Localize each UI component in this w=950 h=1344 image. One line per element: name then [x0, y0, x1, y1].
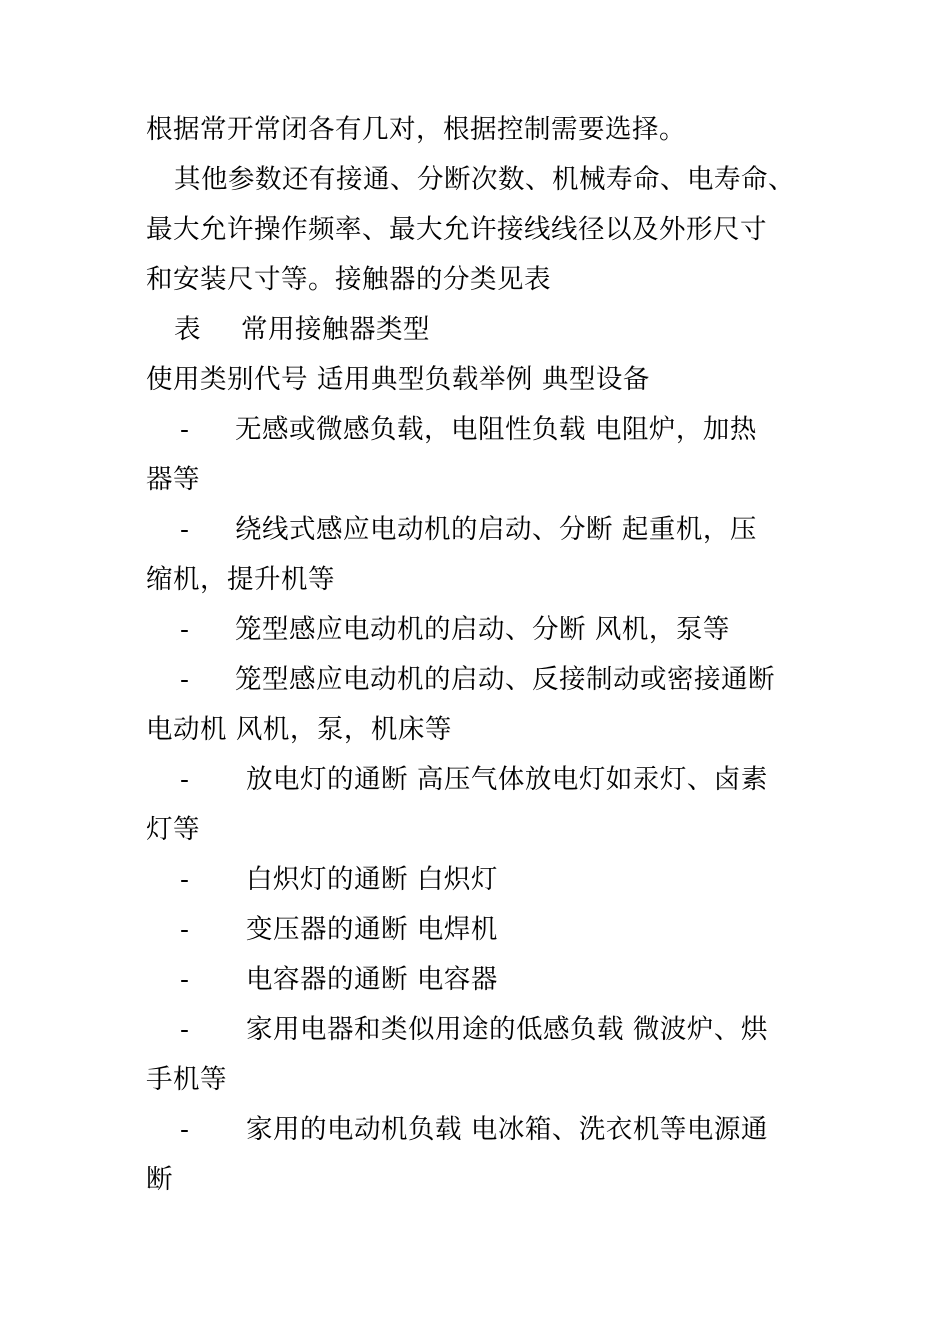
table-row: [146, 655, 811, 705]
table-header-row: 使用类别代号 适用典型负载举例 典型设备: [146, 364, 650, 395]
row-text: 无感或微感负载，电阻性负载 电阻炉，加热: [235, 414, 757, 445]
row-continuation: 断: [146, 1164, 173, 1195]
table-row: [146, 1005, 811, 1055]
row-text: 变压器的通断 电焊机: [246, 914, 498, 945]
document-body: [146, 105, 811, 1205]
row-continuation: 灯等: [146, 814, 200, 845]
table-row: [146, 1105, 811, 1155]
row-continuation: 手机等: [146, 1064, 227, 1095]
category-code: -: [180, 614, 190, 645]
category-code: -: [180, 864, 190, 895]
table-title: [146, 305, 811, 355]
category-code: -: [180, 664, 190, 695]
category-code: -: [180, 1014, 190, 1045]
row-text: 电容器的通断 电容器: [246, 964, 498, 995]
category-code: -: [180, 414, 190, 445]
category-code: -: [180, 514, 190, 545]
table-row: [146, 905, 811, 955]
row-text: 放电灯的通断 高压气体放电灯如汞灯、卤素: [246, 764, 768, 795]
row-text: 家用电器和类似用途的低感负载 微波炉、烘: [246, 1014, 768, 1045]
row-text: 白炽灯的通断 白炽灯: [246, 864, 498, 895]
category-code: -: [180, 914, 190, 945]
row-text: 笼型感应电动机的启动、反接制动或密接通断: [235, 664, 775, 695]
table-row: [146, 505, 811, 555]
paragraph-line: 其他参数还有接通、分断次数、机械寿命、电寿命、: [174, 164, 795, 195]
table-row: [146, 855, 811, 905]
paragraph-line: 根据常开常闭各有几对，根据控制需要选择。: [146, 114, 686, 145]
row-text: 家用的电动机负载 电冰箱、洗衣机等电源通: [246, 1114, 768, 1145]
table-row: [146, 955, 811, 1005]
category-code: -: [180, 764, 190, 795]
table-row: [146, 405, 811, 455]
row-continuation: 器等: [146, 464, 200, 495]
table-row: [146, 755, 811, 805]
paragraph-line: 最大允许操作频率、最大允许接线线径以及外形尺寸: [146, 214, 767, 245]
row-text: 绕线式感应电动机的启动、分断 起重机，压: [235, 514, 757, 545]
table-caption: 常用接触器类型: [241, 314, 430, 345]
paragraph-line: 和安装尺寸等。接触器的分类见表: [146, 264, 551, 295]
row-text: 笼型感应电动机的启动、分断 风机，泵等: [235, 614, 730, 645]
table-row: [146, 605, 811, 655]
row-continuation: 电动机 风机，泵，机床等: [146, 714, 452, 745]
category-code: -: [180, 964, 190, 995]
table-label: 表: [174, 314, 201, 345]
row-continuation: 缩机，提升机等: [146, 564, 335, 595]
category-code: -: [180, 1114, 190, 1145]
